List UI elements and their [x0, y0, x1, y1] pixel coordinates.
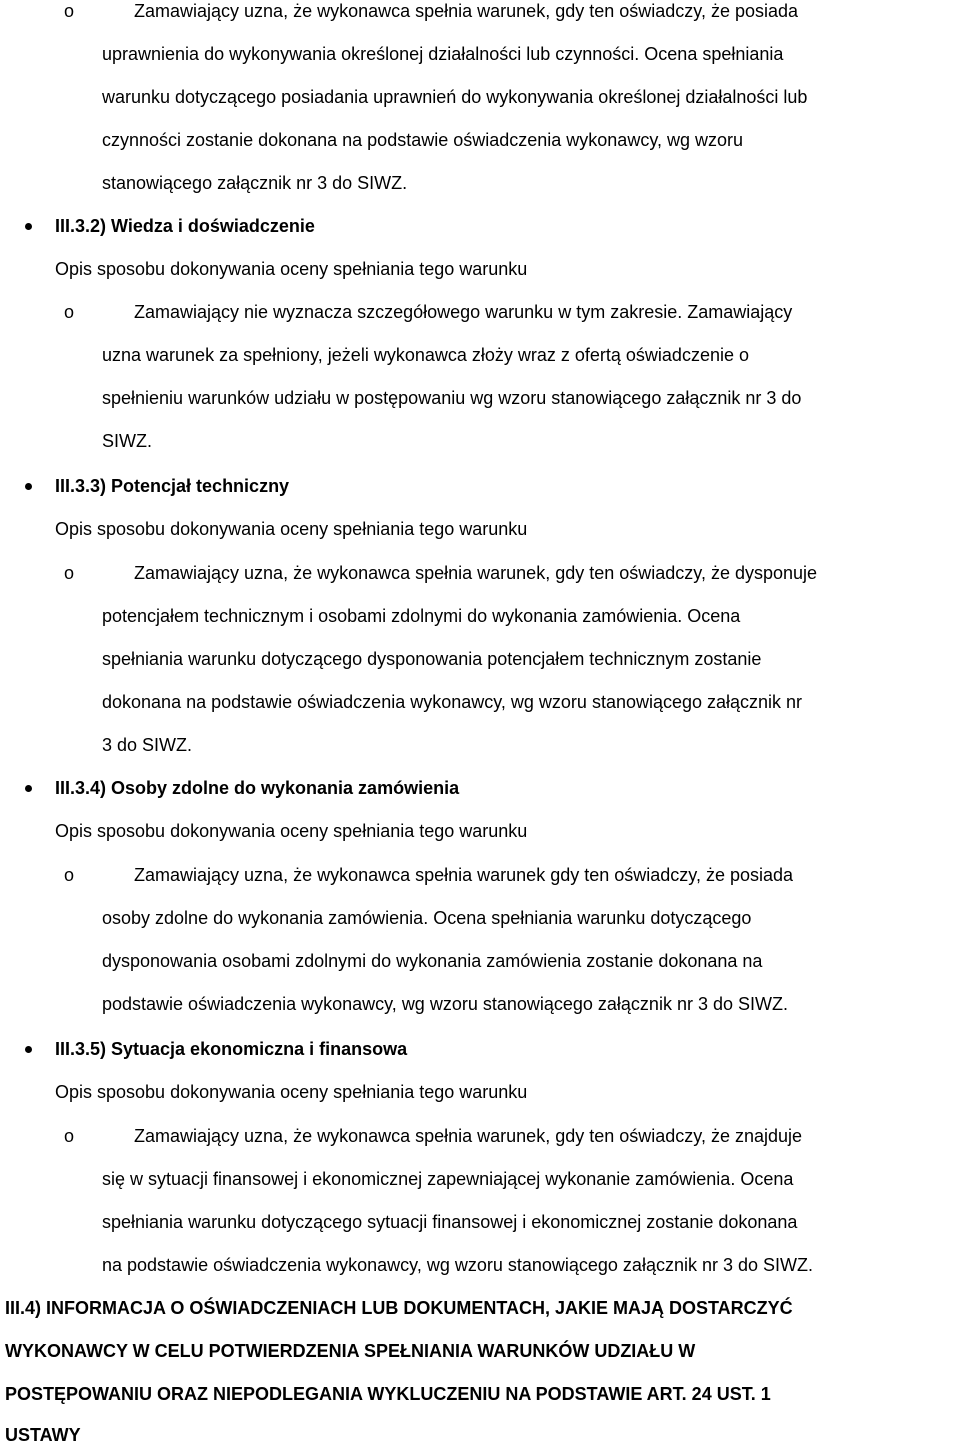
- paragraph-line: dysponowania osobami zdolnymi do wykonania zamówienia zostanie dokonana na: [102, 951, 763, 971]
- paragraph-line: dokonana na podstawie oświadczenia wykonawcy, wg wzoru stanowiącego załącznik nr: [102, 692, 803, 712]
- paragraph-line: osoby zdolne do wykonania zamówienia. Ocena spełniania warunku dotyczącego: [102, 908, 752, 928]
- list-marker: o: [64, 1126, 75, 1146]
- paragraph-line: Zamawiający uzna, że wykonawca spełnia warunek, gdy ten oświadczy, że znajduje: [134, 1126, 803, 1146]
- section-subheading: Opis sposobu dokonywania oceny spełniania tego warunku: [55, 1082, 528, 1102]
- section-heading: III.3.5) Sytuacja ekonomiczna i finansowa: [55, 1039, 408, 1059]
- paragraph-line: się w sytuacji finansowej i ekonomicznej zapewniającej wykonanie zamówienia. Ocena: [102, 1169, 794, 1189]
- list-marker: o: [64, 865, 75, 885]
- bullet-icon: [25, 1046, 32, 1053]
- section-heading: III.3.4) Osoby zdolne do wykonania zamówienia: [55, 778, 460, 798]
- paragraph-line: Zamawiający uzna, że wykonawca spełnia warunek gdy ten oświadczy, że posiada: [134, 865, 794, 885]
- list-marker: o: [64, 302, 75, 322]
- section-subheading: Opis sposobu dokonywania oceny spełniania tego warunku: [55, 821, 528, 841]
- paragraph-line: spełniania warunku dotyczącego dysponowania potencjałem technicznym zostanie: [102, 649, 762, 669]
- chapter-heading-line: USTAWY: [5, 1425, 81, 1445]
- bullet-icon: [25, 483, 32, 490]
- paragraph-line: warunku dotyczącego posiadania uprawnień do wykonywania określonej działalności lub: [102, 87, 808, 107]
- paragraph-line: SIWZ.: [102, 431, 152, 451]
- paragraph-line: Zamawiający uzna, że wykonawca spełnia warunek, gdy ten oświadczy, że dysponuje: [134, 563, 818, 583]
- paragraph-line: 3 do SIWZ.: [102, 735, 193, 755]
- paragraph-line: uzna warunek za spełniony, jeżeli wykonawca złoży wraz z ofertą oświadczenie o: [102, 345, 749, 365]
- paragraph-line: Zamawiający nie wyznacza szczegółowego warunku w tym zakresie. Zamawiający: [134, 302, 793, 322]
- paragraph-line: spełniania warunku dotyczącego sytuacji finansowej i ekonomicznej zostanie dokonana: [102, 1212, 798, 1232]
- section-heading: III.3.2) Wiedza i doświadczenie: [55, 216, 315, 236]
- bullet-icon: [25, 785, 32, 792]
- paragraph-line: potencjałem technicznym i osobami zdolnymi do wykonania zamówienia. Ocena: [102, 606, 741, 626]
- paragraph-line: spełnieniu warunków udziału w postępowaniu wg wzoru stanowiącego załącznik nr 3 do: [102, 388, 802, 408]
- bullet-icon: [25, 223, 32, 230]
- chapter-heading-line: III.4) INFORMACJA O OŚWIADCZENIACH LUB DOKUMENTACH, JAKIE MAJĄ DOSTARCZYĆ: [5, 1298, 793, 1318]
- section-subheading: Opis sposobu dokonywania oceny spełniania tego warunku: [55, 259, 528, 279]
- section-subheading: Opis sposobu dokonywania oceny spełniania tego warunku: [55, 519, 528, 539]
- paragraph-line: podstawie oświadczenia wykonawcy, wg wzoru stanowiącego załącznik nr 3 do SIWZ.: [102, 994, 788, 1014]
- paragraph-line: czynności zostanie dokonana na podstawie oświadczenia wykonawcy, wg wzoru: [102, 130, 744, 150]
- list-marker: o: [64, 563, 75, 583]
- chapter-heading-line: POSTĘPOWANIU ORAZ NIEPODLEGANIA WYKLUCZENIU NA PODSTAWIE ART. 24 UST. 1: [5, 1384, 771, 1404]
- paragraph-line: na podstawie oświadczenia wykonawcy, wg wzoru stanowiącego załącznik nr 3 do SIWZ.: [102, 1255, 813, 1275]
- paragraph-line: Zamawiający uzna, że wykonawca spełnia warunek, gdy ten oświadczy, że posiada: [134, 1, 799, 21]
- paragraph-line: uprawnienia do wykonywania określonej działalności lub czynności. Ocena spełniania: [102, 44, 784, 64]
- section-heading: III.3.3) Potencjał techniczny: [55, 476, 290, 496]
- paragraph-line: stanowiącego załącznik nr 3 do SIWZ.: [102, 173, 408, 193]
- chapter-heading-line: WYKONAWCY W CELU POTWIERDZENIA SPEŁNIANIA WARUNKÓW UDZIAŁU W: [5, 1341, 696, 1361]
- list-marker: o: [64, 1, 75, 21]
